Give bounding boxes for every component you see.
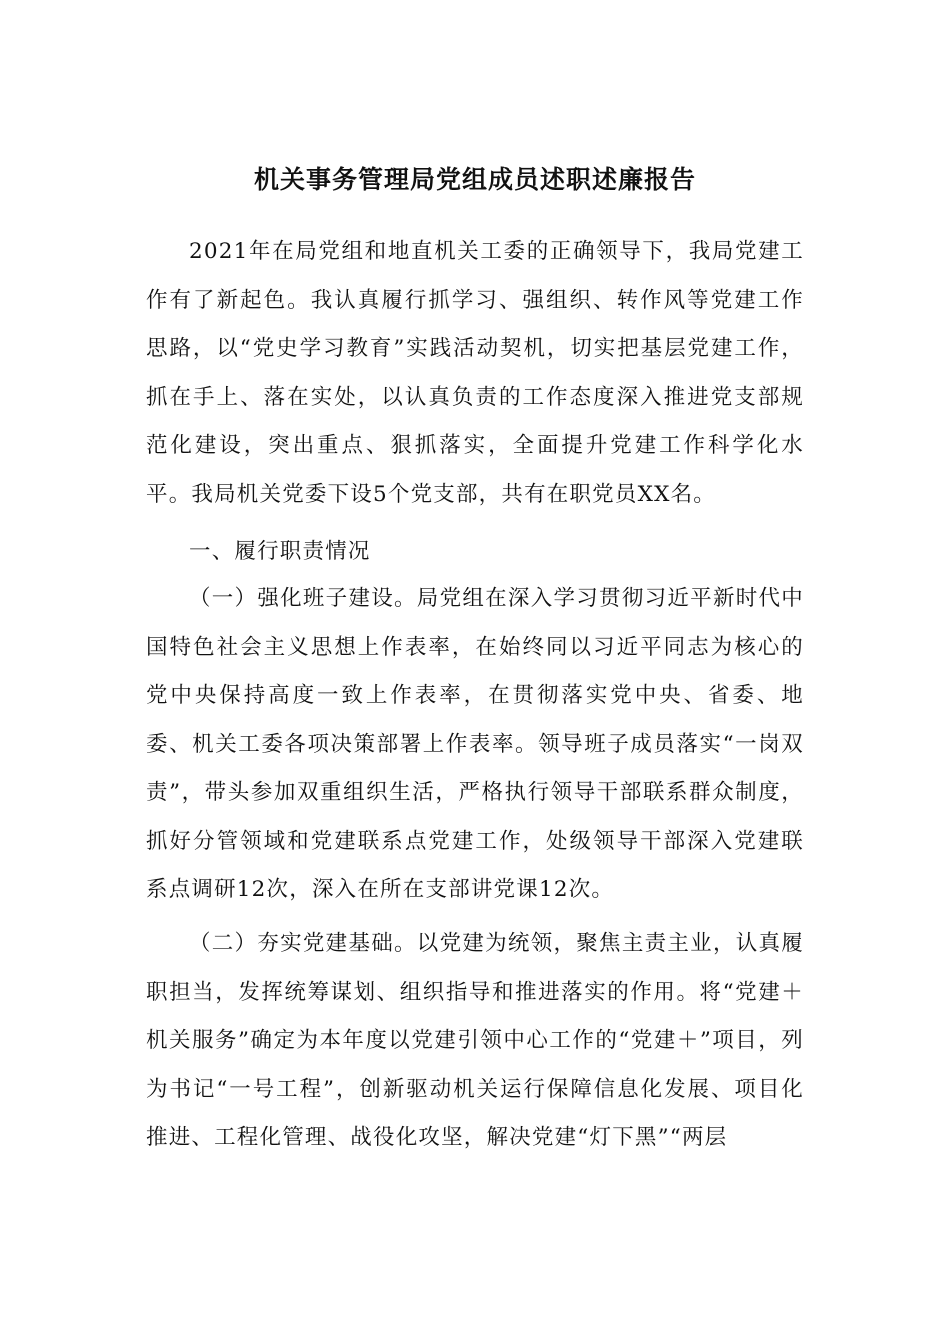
item-1-paragraph: （一）强化班子建设。局党组在深入学习贯彻习近平新时代中国特色社会主义思想上作表率，在始终同以习近平同志为核心的党中央保持高度一致上作表率，在贯彻落实党中央、省委、地委、机关工委各项决策部署上作表率。领导班子成员落实“一岗双责”，带头参加双重组织生活，严格执行领导干部联系群众制度，抓好分管领域和党建联系点党建工作，处级领导干部深入党建联系点调研12次，深入在所在支部讲党课12次。	[146, 586, 804, 902]
item-2-paragraph: （二）夯实党建基础。以党建为统领，聚焦主责主业，认真履职担当，发挥统筹谋划、组织指导和推进落实的作用。将“党建＋机关服务”确定为本年度以党建引领中心工作的“党建＋”项目，列为书记“一号工程”，创新驱动机关运行保障信息化发展、项目化推进、工程化管理、战役化攻坚，解决党建“灯下黑”“两层	[146, 931, 804, 1150]
section-heading: 一、履行职责情况	[189, 539, 371, 564]
intro-paragraph: 2021年在局党组和地直机关工委的正确领导下，我局党建工作有了新起色。我认真履行抓学习、强组织、转作风等党建工作思路，以“党史学习教育”实践活动契机，切实把基层党建工作，抓在手上、落在实处，以认真负责的工作态度深入推进党支部规范化建设，突出重点、狠抓落实，全面提升党建工作科学化水平。我局机关党委下设5个党支部，共有在职党员XX名。	[146, 239, 804, 507]
document-title: 机关事务管理局党组成员述职述廉报告	[253, 165, 696, 194]
